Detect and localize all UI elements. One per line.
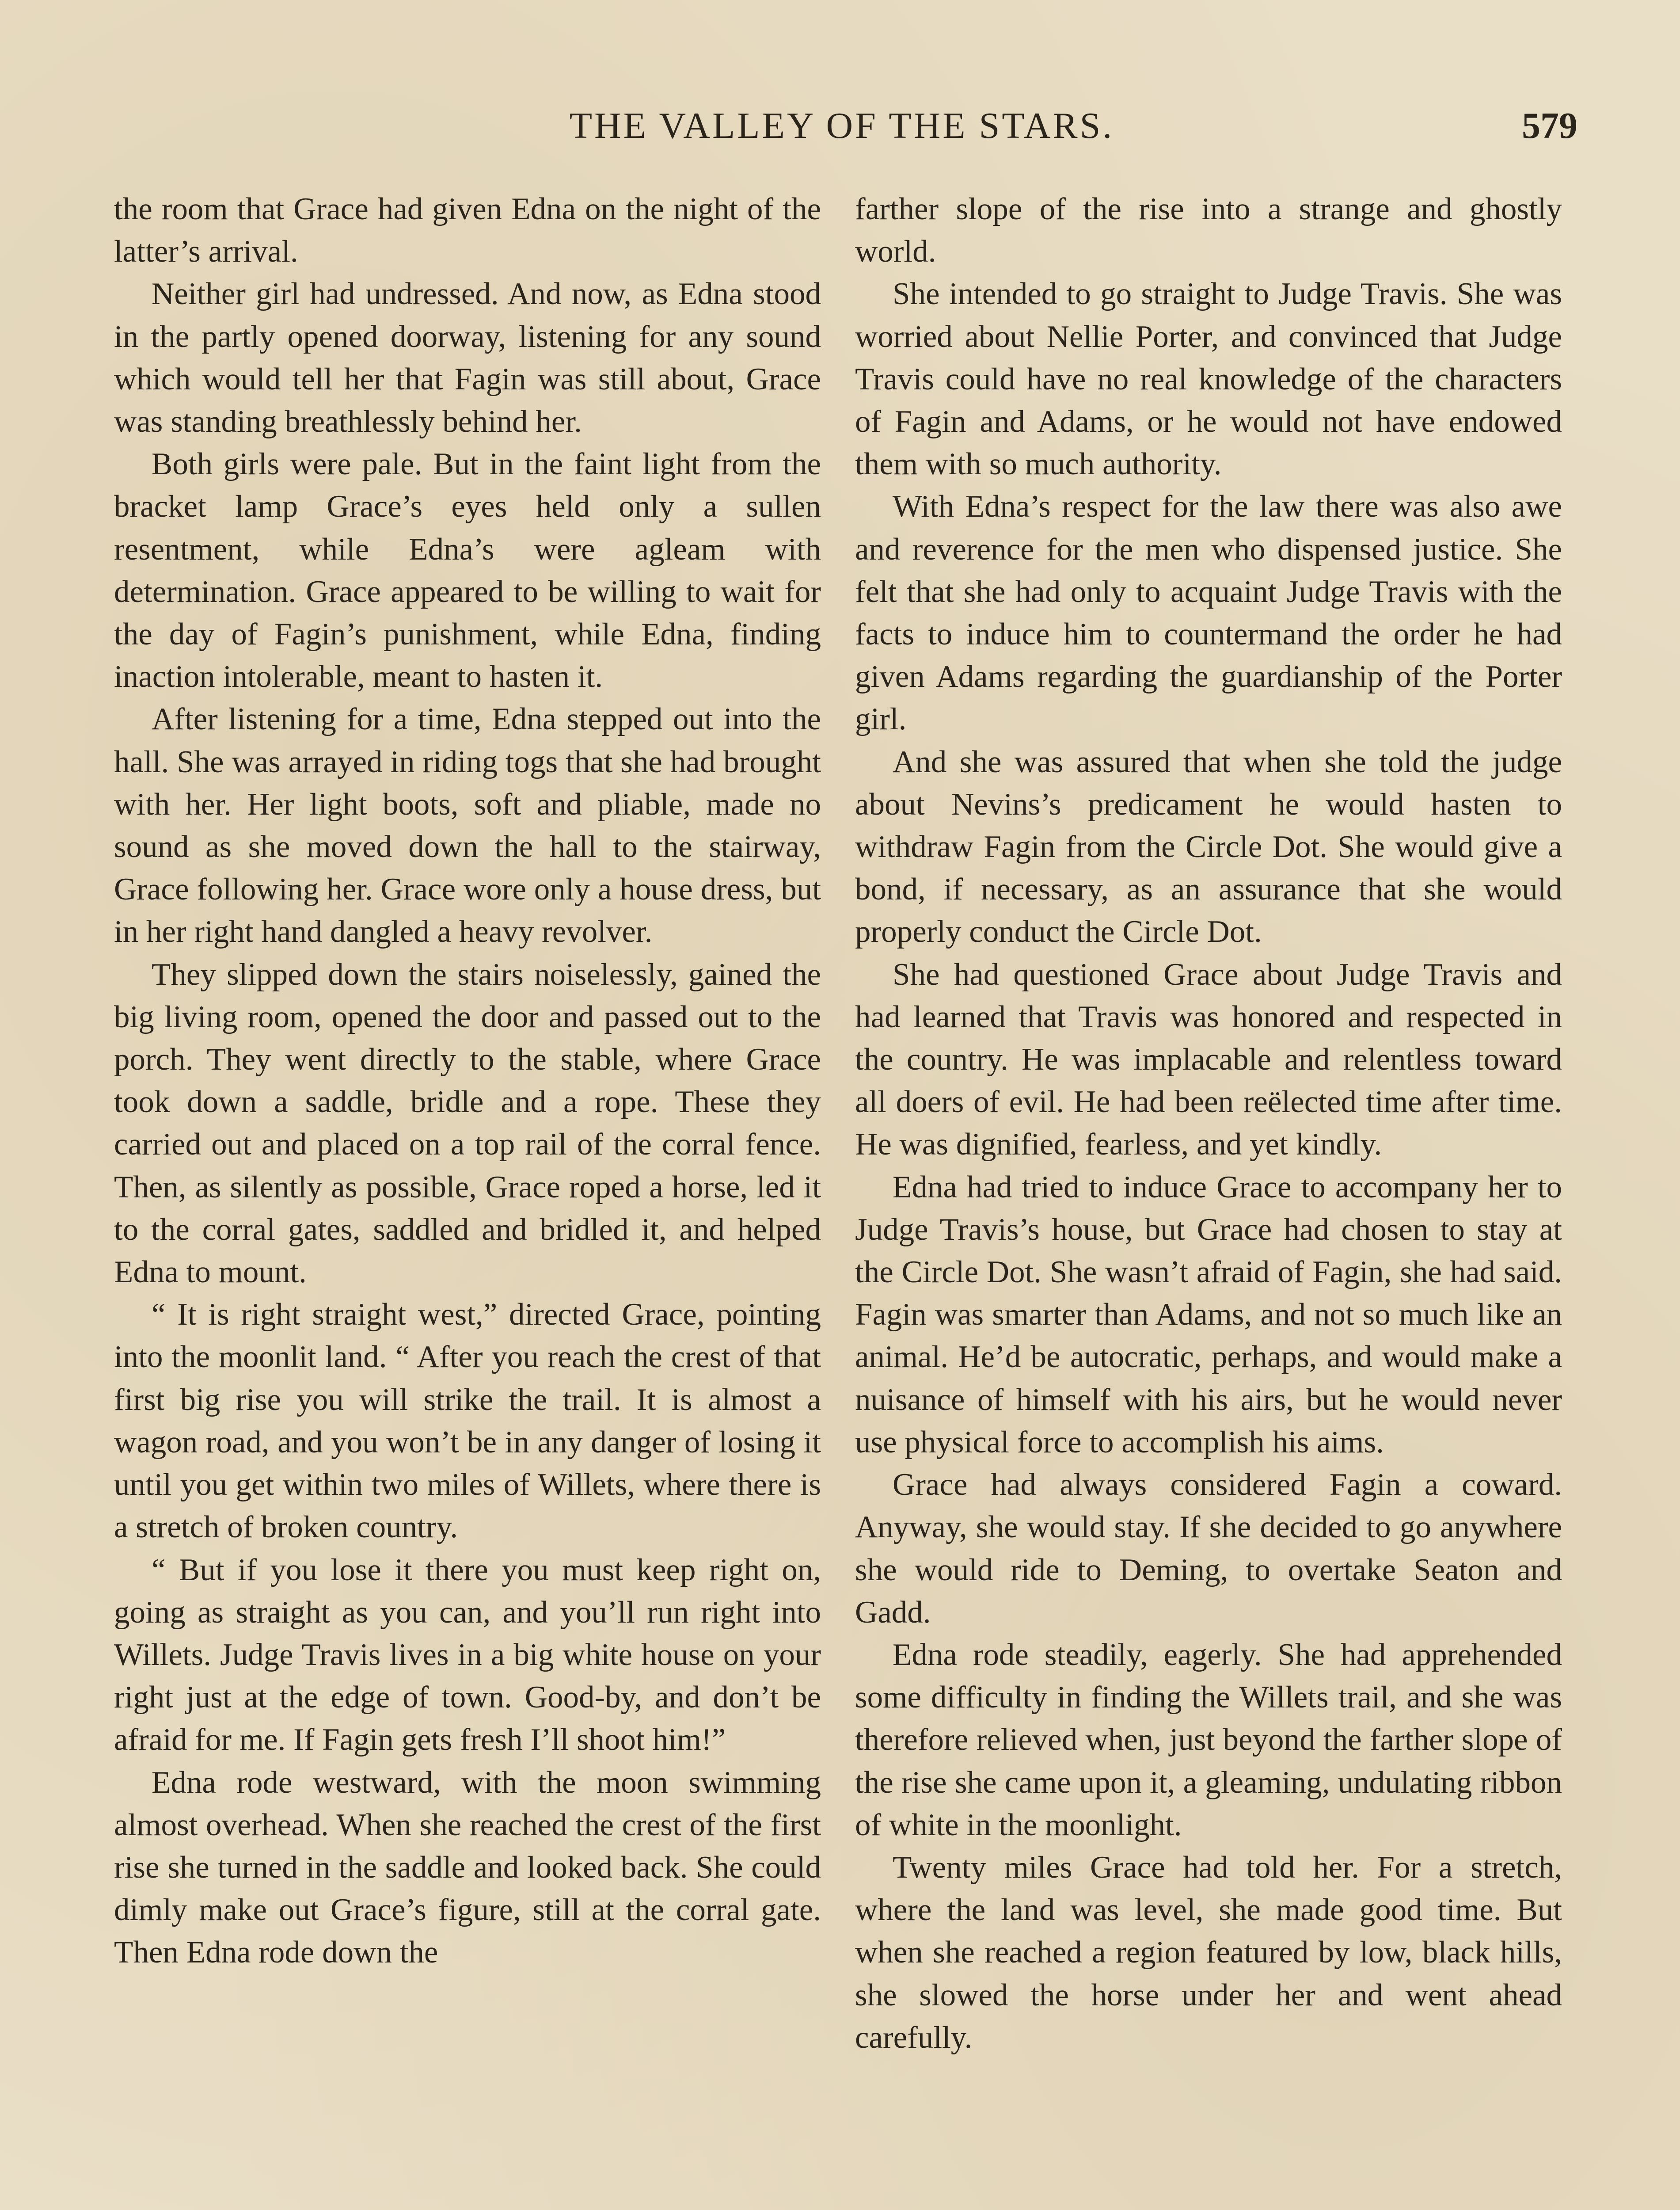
right-column (855, 188, 1562, 2059)
paragraph: And she was assured that when she told the judge about Nevins’s predicament he would hasten to withdraw Fagin from the Circle Dot. She would give a bond, if necessary, as an assurance that she would properly conduct the Circle Dot. (855, 744, 1562, 949)
paragraph: Edna rode westward, with the moon swimming almost overhead. When she reached the crest of the first rise she turned in the saddle and looked back. She could dimly make out Grace’s figure, still at the corral gate. Then Edna rode down the (114, 1765, 821, 1970)
paragraph: “ It is right straight west,” directed Grace, pointing into the moonlit land. “ After you reach the crest of that first big rise you will strike the trail. It is almost a wagon road, and you won’t be in any danger of losing it until you get within two miles of Willets, where there is a stretch of broken country. (114, 1297, 821, 1545)
paragraph: With Edna’s respect for the law there was also awe and reverence for the men who dispensed justice. She felt that she had only to acquaint Judge Travis with the facts to induce him to countermand the order he had given Adams regarding the guardianship of the Porter girl. (855, 489, 1562, 737)
paragraph: She had questioned Grace about Judge Travis and had learned that Travis was honored and respected in the country. He was implacable and relentless toward all doers of evil. He had been reëlected time after time. He was dignified, fearless, and yet kindly. (855, 957, 1562, 1162)
paragraph: the room that Grace had given Edna on the night of the latter’s arrival. (114, 192, 821, 269)
paragraph: “ But if you lose it there you must keep right on, going as straight as you can, and you’ll run right into Willets. Judge Travis lives in a big white house on your right just at the edge of town. Good-by, and don’t be afraid for me. If Fagin gets fresh I’ll shoot him!” (114, 1552, 821, 1757)
paragraph: Grace had always considered Fagin a coward. Anyway, she would stay. If she decided to go anywhere she would ride to Deming, to overtake Seaton and Gadd. (855, 1467, 1562, 1630)
paragraph: After listening for a time, Edna stepped out into the hall. She was arrayed in riding togs that she had brought with her. Her light boots, soft and pliable, made no sound as she moved down the hall to the stairway, Grace following her. Grace wore only a house dress, but in her right hand dangled a heavy revolver. (114, 702, 821, 949)
page-number: 579 (1522, 105, 1577, 146)
running-title: THE VALLEY OF THE STARS. (569, 105, 1114, 146)
paragraph: Both girls were pale. But in the faint light from the bracket lamp Grace’s eyes held only a sullen resentment, while Edna’s were agleam with determination. Grace appeared to be willing to wait for the day of Fagin’s punishment, while Edna, finding inaction intolerable, meant to hasten it. (114, 447, 821, 694)
left-column (114, 188, 821, 1974)
paragraph: Edna had tried to induce Grace to accompany her to Judge Travis’s house, but Grace had chosen to stay at the Circle Dot. She wasn’t afraid of Fagin, she had said. Fagin was smarter than Adams, and not so much like an animal. He’d be autocratic, perhaps, and would make a nuisance of himself with his airs, but he would never use physical force to accomplish his aims. (855, 1170, 1562, 1459)
paragraph: They slipped down the stairs noiselessly, gained the big living room, opened the door and passed out to the porch. They went directly to the stable, where Grace took down a saddle, bridle and a rope. These they carried out and placed on a top rail of the corral fence. Then, as silently as possible, Grace roped a horse, led it to the corral gates, saddled and bridled it, and helped Edna to mount. (114, 957, 821, 1290)
paragraph: Edna rode steadily, eagerly. She had apprehended some difficulty in finding the Willets trail, and she was therefore relieved when, just beyond the farther slope of the rise she came upon it, a gleaming, undulating ribbon of white in the moonlight. (855, 1637, 1562, 1842)
paragraph: Twenty miles Grace had told her. For a stretch, where the land was level, she made good time. But when she reached a region featured by low, black hills, she slowed the horse under her and went ahead carefully. (855, 1850, 1562, 2055)
running-head (106, 102, 1577, 150)
paragraph: farther slope of the rise into a strange and ghostly world. (855, 192, 1562, 269)
paragraph: She intended to go straight to Judge Travis. She was worried about Nellie Porter, and convinced that Judge Travis could have no real knowledge of the characters of Fagin and Adams, or he would not have endowed them with so much authority. (855, 277, 1562, 482)
paragraph: Neither girl had undressed. And now, as Edna stood in the partly opened doorway, listening for any sound which would tell her that Fagin was still about, Grace was standing breathlessly behind her. (114, 277, 821, 439)
